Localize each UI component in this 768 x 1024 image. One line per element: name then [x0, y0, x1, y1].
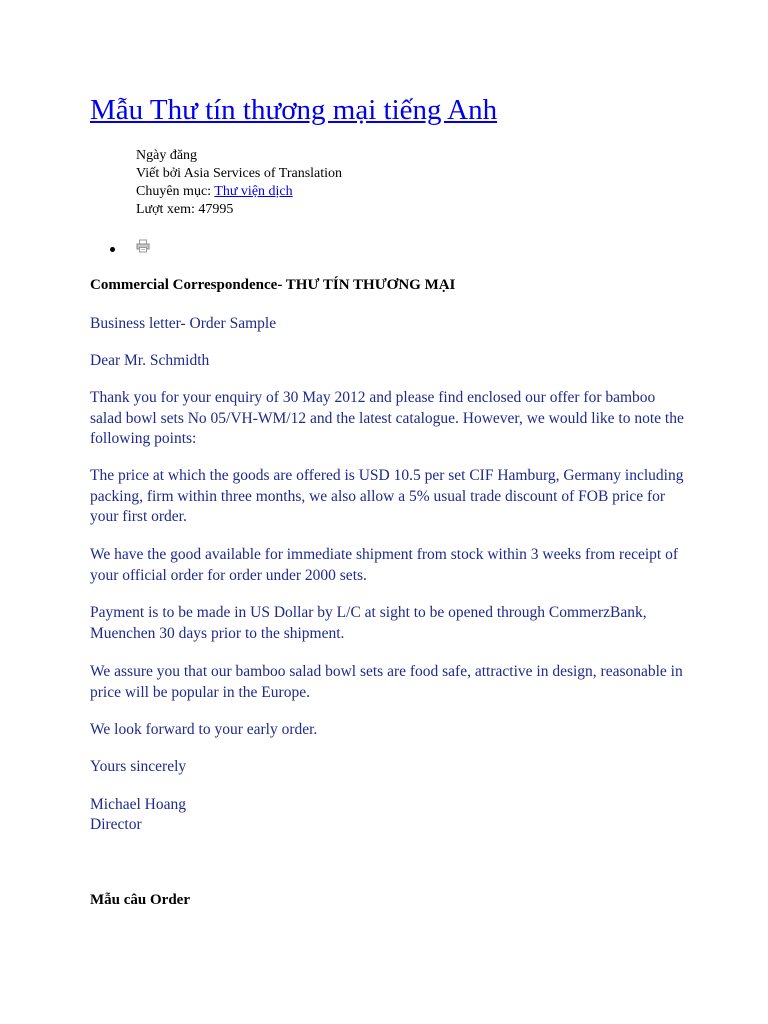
- author-line: Viết bởi Asia Services of Translation: [136, 166, 343, 181]
- letter-subject: Business letter- Order Sample: [90, 315, 277, 332]
- list-bullet: [110, 247, 115, 252]
- title-link[interactable]: Mẫu Thư tín thương mại tiếng Anh: [90, 94, 498, 126]
- signer-title: Director: [90, 816, 142, 833]
- letter-paragraph-4: Payment is to be made in US Dollar by L/C at sight to be opened through CommerzBank, Muenchen 30 days prior to the shipment.: [90, 604, 647, 642]
- print-list-item: [110, 236, 150, 256]
- letter-closing-line: We look forward to your early order.: [90, 721, 318, 738]
- letter-salutation: Dear Mr. Schmidth: [90, 352, 210, 369]
- view-count: Lượt xem: 47995: [136, 202, 234, 217]
- letter-paragraph-1: Thank you for your enquiry of 30 May 2012 and please find enclosed our offer for bamboo salad bowl sets No 05/VH-WM/12 and the latest catalogue. However, we would like to note the following points:: [90, 389, 684, 447]
- category-label: Chuyên mục:: [136, 184, 212, 199]
- letter-paragraph-5: We assure you that our bamboo salad bowl sets are food safe, attractive in design, reasonable in price will be popular in the Europe.: [90, 663, 683, 701]
- subheading: Mẫu câu Order: [90, 892, 190, 908]
- letter-sign-off: Yours sincerely: [90, 758, 187, 775]
- signer-name: Michael Hoang: [90, 796, 186, 813]
- category-link[interactable]: Thư viện dịch: [214, 184, 293, 199]
- category-line: [136, 183, 342, 201]
- section-heading: Commercial Correspondence- THƯ TÍN THƯƠNG MẠI: [90, 277, 456, 293]
- printer-icon[interactable]: [136, 239, 150, 253]
- letter-paragraph-3: We have the good available for immediate shipment from stock within 3 weeks from receipt of your official order for order under 2000 sets.: [90, 546, 679, 584]
- post-meta: [136, 147, 342, 219]
- posted-date: Ngày đăng: [136, 148, 198, 163]
- page-title: [90, 90, 497, 130]
- letter-paragraph-2: The price at which the goods are offered is USD 10.5 per set CIF Hamburg, Germany including packing, firm within three months, we also allow a 5% usual trade discount of FOB price for your first order.: [90, 467, 684, 525]
